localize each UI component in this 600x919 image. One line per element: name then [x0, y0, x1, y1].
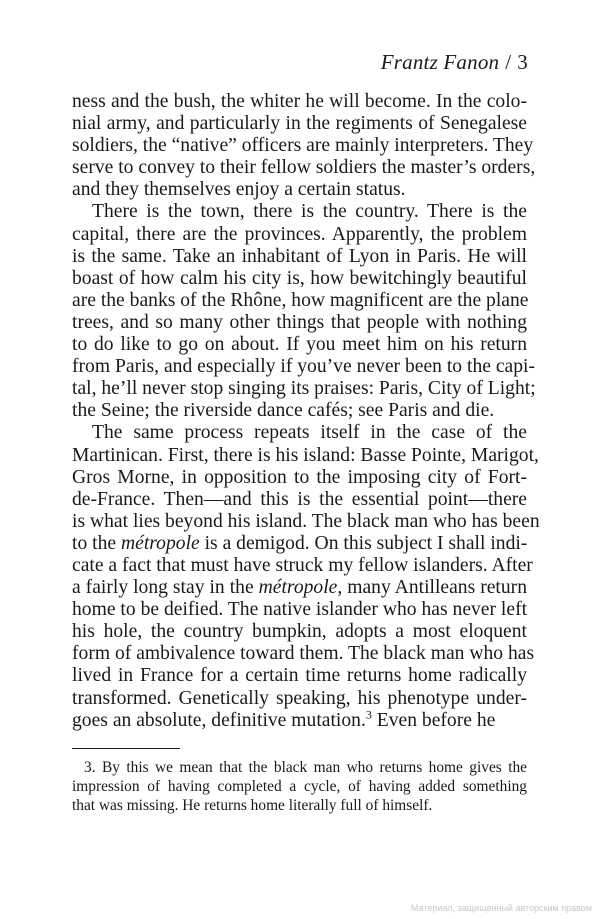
text-line: ness and the bush, the whiter he will become. In the colo-	[72, 91, 527, 112]
running-head-author: Frantz Fanon	[380, 50, 500, 74]
text-line: his hole, the country bumpkin, adopts a most eloquent	[72, 621, 527, 643]
text-line: de-France. Then—and this is the essential point—there	[72, 488, 527, 510]
text-line: serve to convey to their fellow soldiers the master’s orders,	[72, 157, 536, 179]
text-line: nial army, and particularly in the regiments of Senegalese	[72, 113, 527, 135]
footnote-line: that was missing. He returns home literally full of himself.	[72, 797, 433, 814]
text-line: soldiers, the “native” officers are mainly interpreters. They	[72, 135, 534, 157]
footnote-reference: 3	[365, 707, 372, 722]
copyright-watermark: Материал, защищенный авторским правом	[410, 903, 592, 913]
body-text	[72, 91, 540, 732]
text-line: boast of how calm his city is, how bewitchingly beautiful	[72, 267, 527, 289]
text-line: is what lies beyond his island. The black man who has been	[72, 510, 540, 532]
text-line: the Seine; the riverside dance cafés; see Paris and die.	[72, 400, 495, 422]
text-line: home to be deified. The native islander who has never left	[72, 599, 528, 621]
paragraph	[72, 201, 536, 422]
text-line: and they themselves enjoy a certain status.	[72, 179, 406, 201]
running-head	[381, 50, 528, 75]
text-line: trees, and so many other things that people with nothing	[72, 311, 527, 333]
text-line: transformed. Genetically speaking, his phenotype under-	[72, 687, 527, 709]
text-line: Gros Morne, in opposition to the imposing city of Fort-	[72, 466, 527, 488]
text-line: capital, there are the provinces. Apparently, the problem	[72, 223, 527, 245]
paragraph	[72, 422, 540, 731]
text-line: is the same. Take an inhabitant of Lyon in Paris. He will	[72, 245, 527, 267]
text-line: to the métropole is a demigod. On this subject I shall indi-	[72, 532, 528, 554]
text-line: The same process repeats itself in the case of the	[92, 422, 527, 444]
footnote-line: impression of having completed a cycle, of having added something	[72, 778, 527, 795]
running-head-separator: /	[505, 50, 512, 74]
text-line: Martinican. First, there is his island: Basse Pointe, Marigot,	[72, 444, 539, 466]
italic-term: métropole	[258, 577, 338, 599]
paragraph	[72, 91, 536, 201]
footnote-rule	[72, 748, 180, 749]
text-line: cate a fact that must have struck my fellow islanders. After	[72, 554, 533, 576]
text-line: form of ambivalence toward them. The black man who has	[72, 643, 535, 665]
footnote-line: 3. By this we mean that the black man who returns home gives the	[84, 759, 527, 776]
text-line: There is the town, there is the country. There is the	[92, 201, 527, 223]
italic-term: métropole	[120, 532, 200, 554]
text-line: tal, he’ll never stop singing its praises: Paris, City of Light;	[72, 378, 536, 400]
text-line: lived in France for a certain time returns home radically	[72, 665, 527, 687]
text-line: a fairly long stay in the métropole, many Antilleans return	[72, 577, 527, 599]
footnote	[72, 758, 527, 815]
text-line: goes an absolute, definitive mutation.$^3$ Even before he	[72, 707, 496, 731]
text-line: are the banks of the Rhône, how magnificent are the plane	[72, 289, 529, 311]
page-number: 3	[517, 50, 528, 74]
text-line: from Paris, and especially if you’ve never been to the capi-	[72, 356, 535, 378]
text-line: to do like to go on about. If you meet him on his return	[72, 334, 527, 356]
